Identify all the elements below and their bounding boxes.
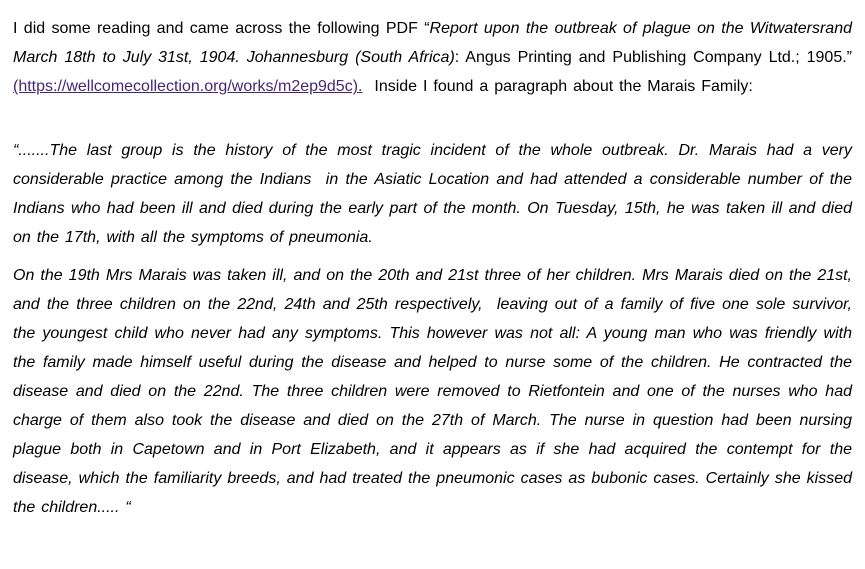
quote-paragraph-2: On the 19th Mrs Marais was taken ill, and on the 20th and 21st three of her children. Mrs Marais died on the 21st, and the three children on the 22nd, 24th and 25th respectively, leaving out of a family of five one sole survivor, the youngest child who never had any symptoms. This however was not all: A young man who was friendly with the family made himself useful during the disease and helped to nurse some of the children. He contracted the disease and died on the 22nd. The three children were removed to Rietfontein and one of the nurses who had charge of them also took the disease and died on the 27th of March. The nurse in question had been nursing plague both in Capetown and in Port Elizabeth, and it appears as if she had acquired the contempt for the disease, which the familiarity breeds, and had treated the pneumonic cases as bubonic cases. Certainly she kissed the children..... “ xyxy=(13,267,852,516)
publisher-text: : Angus Printing and Publishing Company Ltd.; 1905.” xyxy=(454,49,852,66)
quote-paragraph-1: “.......The last group is the history of the most tragic incident of the whole outbreak. Dr. Marais had a very considerable practice among the Indians in the Asiatic Location and had attended a considerable number of the Indians who had been ill and died during the early part of the month. On Tuesday, 15th, he was taken ill and died on the 17th, with all the symptoms of pneumonia. xyxy=(13,142,852,246)
pdf-title-text: Report upon the outbreak of plague on the Witwatersrand March 18th to July 31st, 1904. Johannesburg (South Africa) xyxy=(13,20,852,66)
intro-paragraph xyxy=(13,14,852,101)
intro-text-before-title: I did some reading and came across the following PDF “ xyxy=(13,20,430,37)
intro-text-after-link: Inside I found a paragraph about the Marais Family: xyxy=(362,78,753,95)
wellcome-collection-link[interactable]: (https://wellcomecollection.org/works/m2ep9d5c). xyxy=(13,78,363,95)
